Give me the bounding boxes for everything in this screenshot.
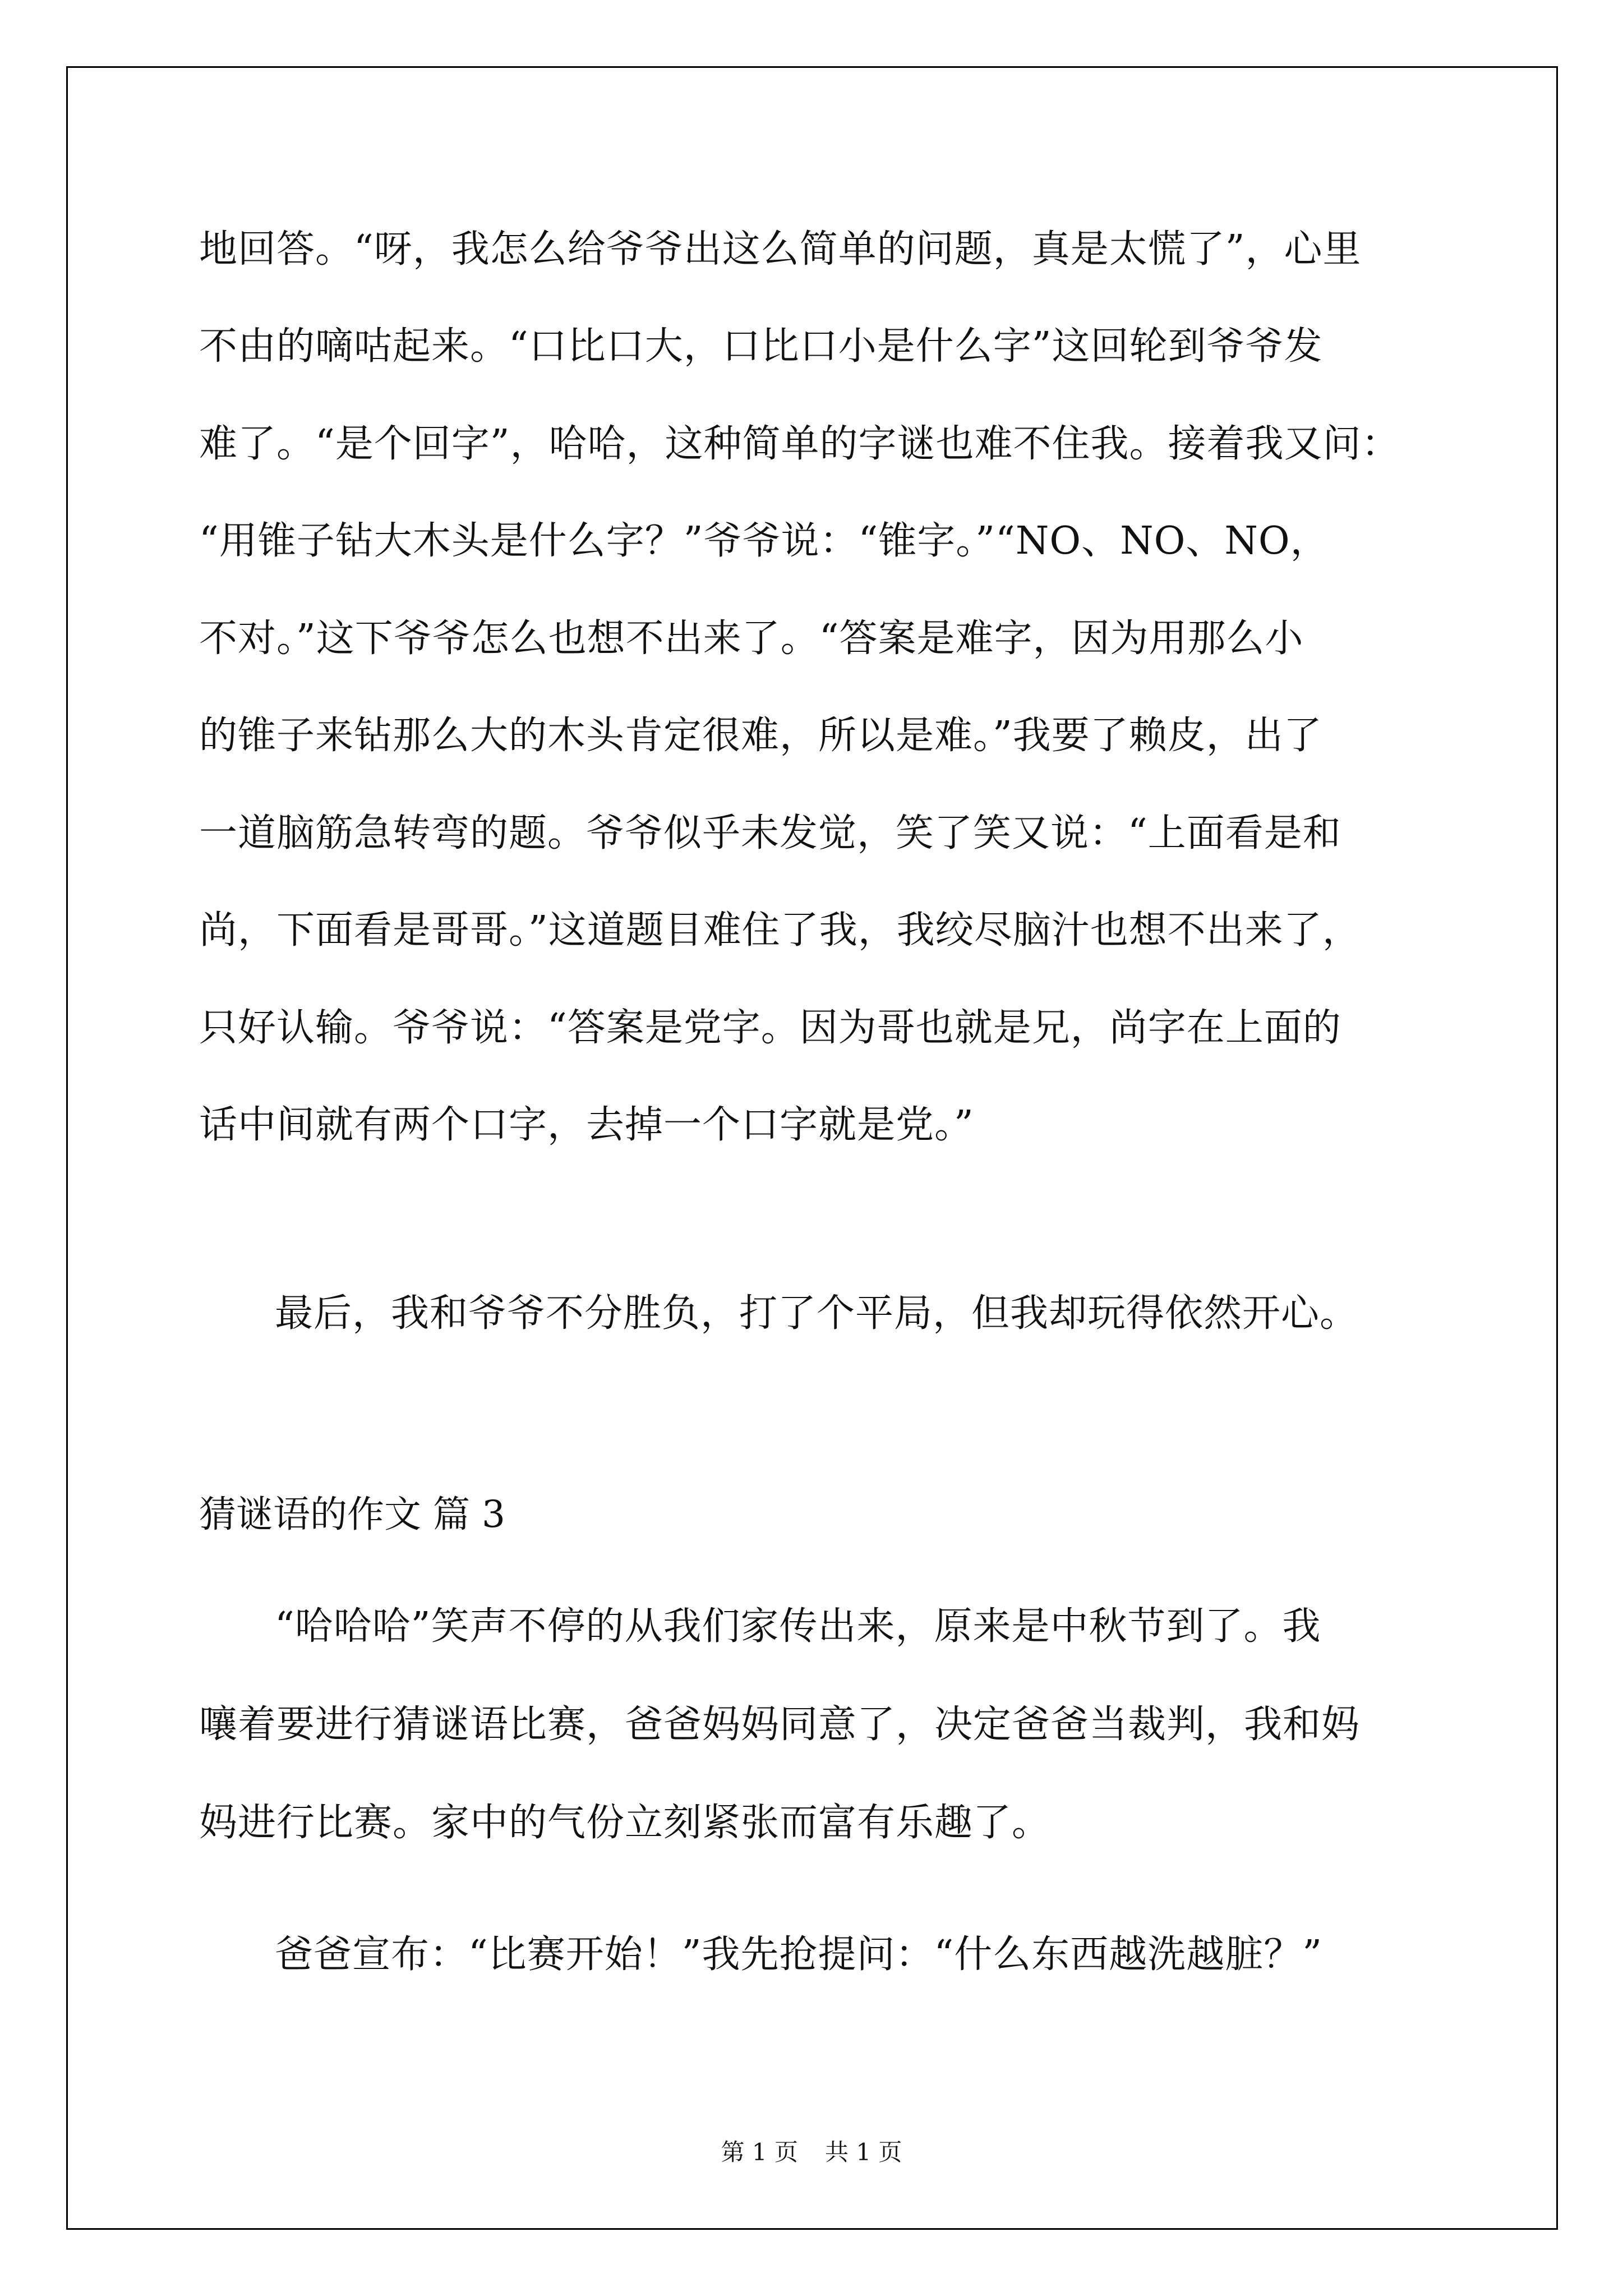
section-line-1: “哈哈哈”笑声不停的从我们家传出来，原来是中秋节到了。我	[275, 1604, 1321, 1649]
page-border	[66, 66, 1558, 2230]
section-line-4: 爸爸宣布：“比赛开始！”我先抢提问：“什么东西越洗越脏？”	[275, 1932, 1323, 1977]
body-line-6: 的锥子来钻那么大的木头肯定很难，所以是难。”我要了赖皮，出了	[199, 714, 1322, 758]
body-line-9: 只好认输。爷爷说：“答案是党字。因为哥也就是兄，尚字在上面的	[199, 1006, 1341, 1050]
body-line-10: 话中间就有两个口字，去掉一个口字就是党。”	[199, 1103, 974, 1147]
page-footer	[0, 2138, 1623, 2166]
body-line-2: 不由的嘀咕起来。“口比口大，口比口小是什么字”这回轮到爷爷发	[199, 324, 1323, 369]
body-line-1: 地回答。“呀，我怎么给爷爷出这么简单的问题，真是太慌了”，心里	[199, 227, 1362, 272]
body-line-8: 尚，下面看是哥哥。”这道题目难住了我，我绞尽脑汁也想不出来了，	[199, 908, 1361, 953]
body-line-5: 不对。”这下爷爷怎么也想不出来了。“答案是难字，因为用那么小	[199, 616, 1304, 661]
body-line-11: 最后，我和爷爷不分胜负，打了个平局，但我却玩得依然开心。	[275, 1291, 1359, 1336]
page-number: 第 1 页	[721, 2138, 798, 2166]
section-line-3: 妈进行比赛。家中的气份立刻紧张而富有乐趣了。	[199, 1801, 1051, 1845]
body-line-7: 一道脑筋急转弯的题。爷爷似乎未发觉，笑了笑又说：“上面看是和	[199, 811, 1341, 855]
body-line-4: “用锥子钻大木头是什么字？”爷爷说：“锥字。”“NO、NO、NO，	[199, 519, 1329, 563]
page-total: 共 1 页	[825, 2138, 902, 2166]
section-line-2: 嚷着要进行猜谜语比赛，爸爸妈妈同意了，决定爸爸当裁判，我和妈	[199, 1703, 1361, 1747]
section-heading: 猜谜语的作文 篇 3	[199, 1493, 505, 1536]
body-line-3: 难了。“是个回字”，哈哈，这种简单的字谜也难不住我。接着我又问：	[199, 422, 1400, 466]
